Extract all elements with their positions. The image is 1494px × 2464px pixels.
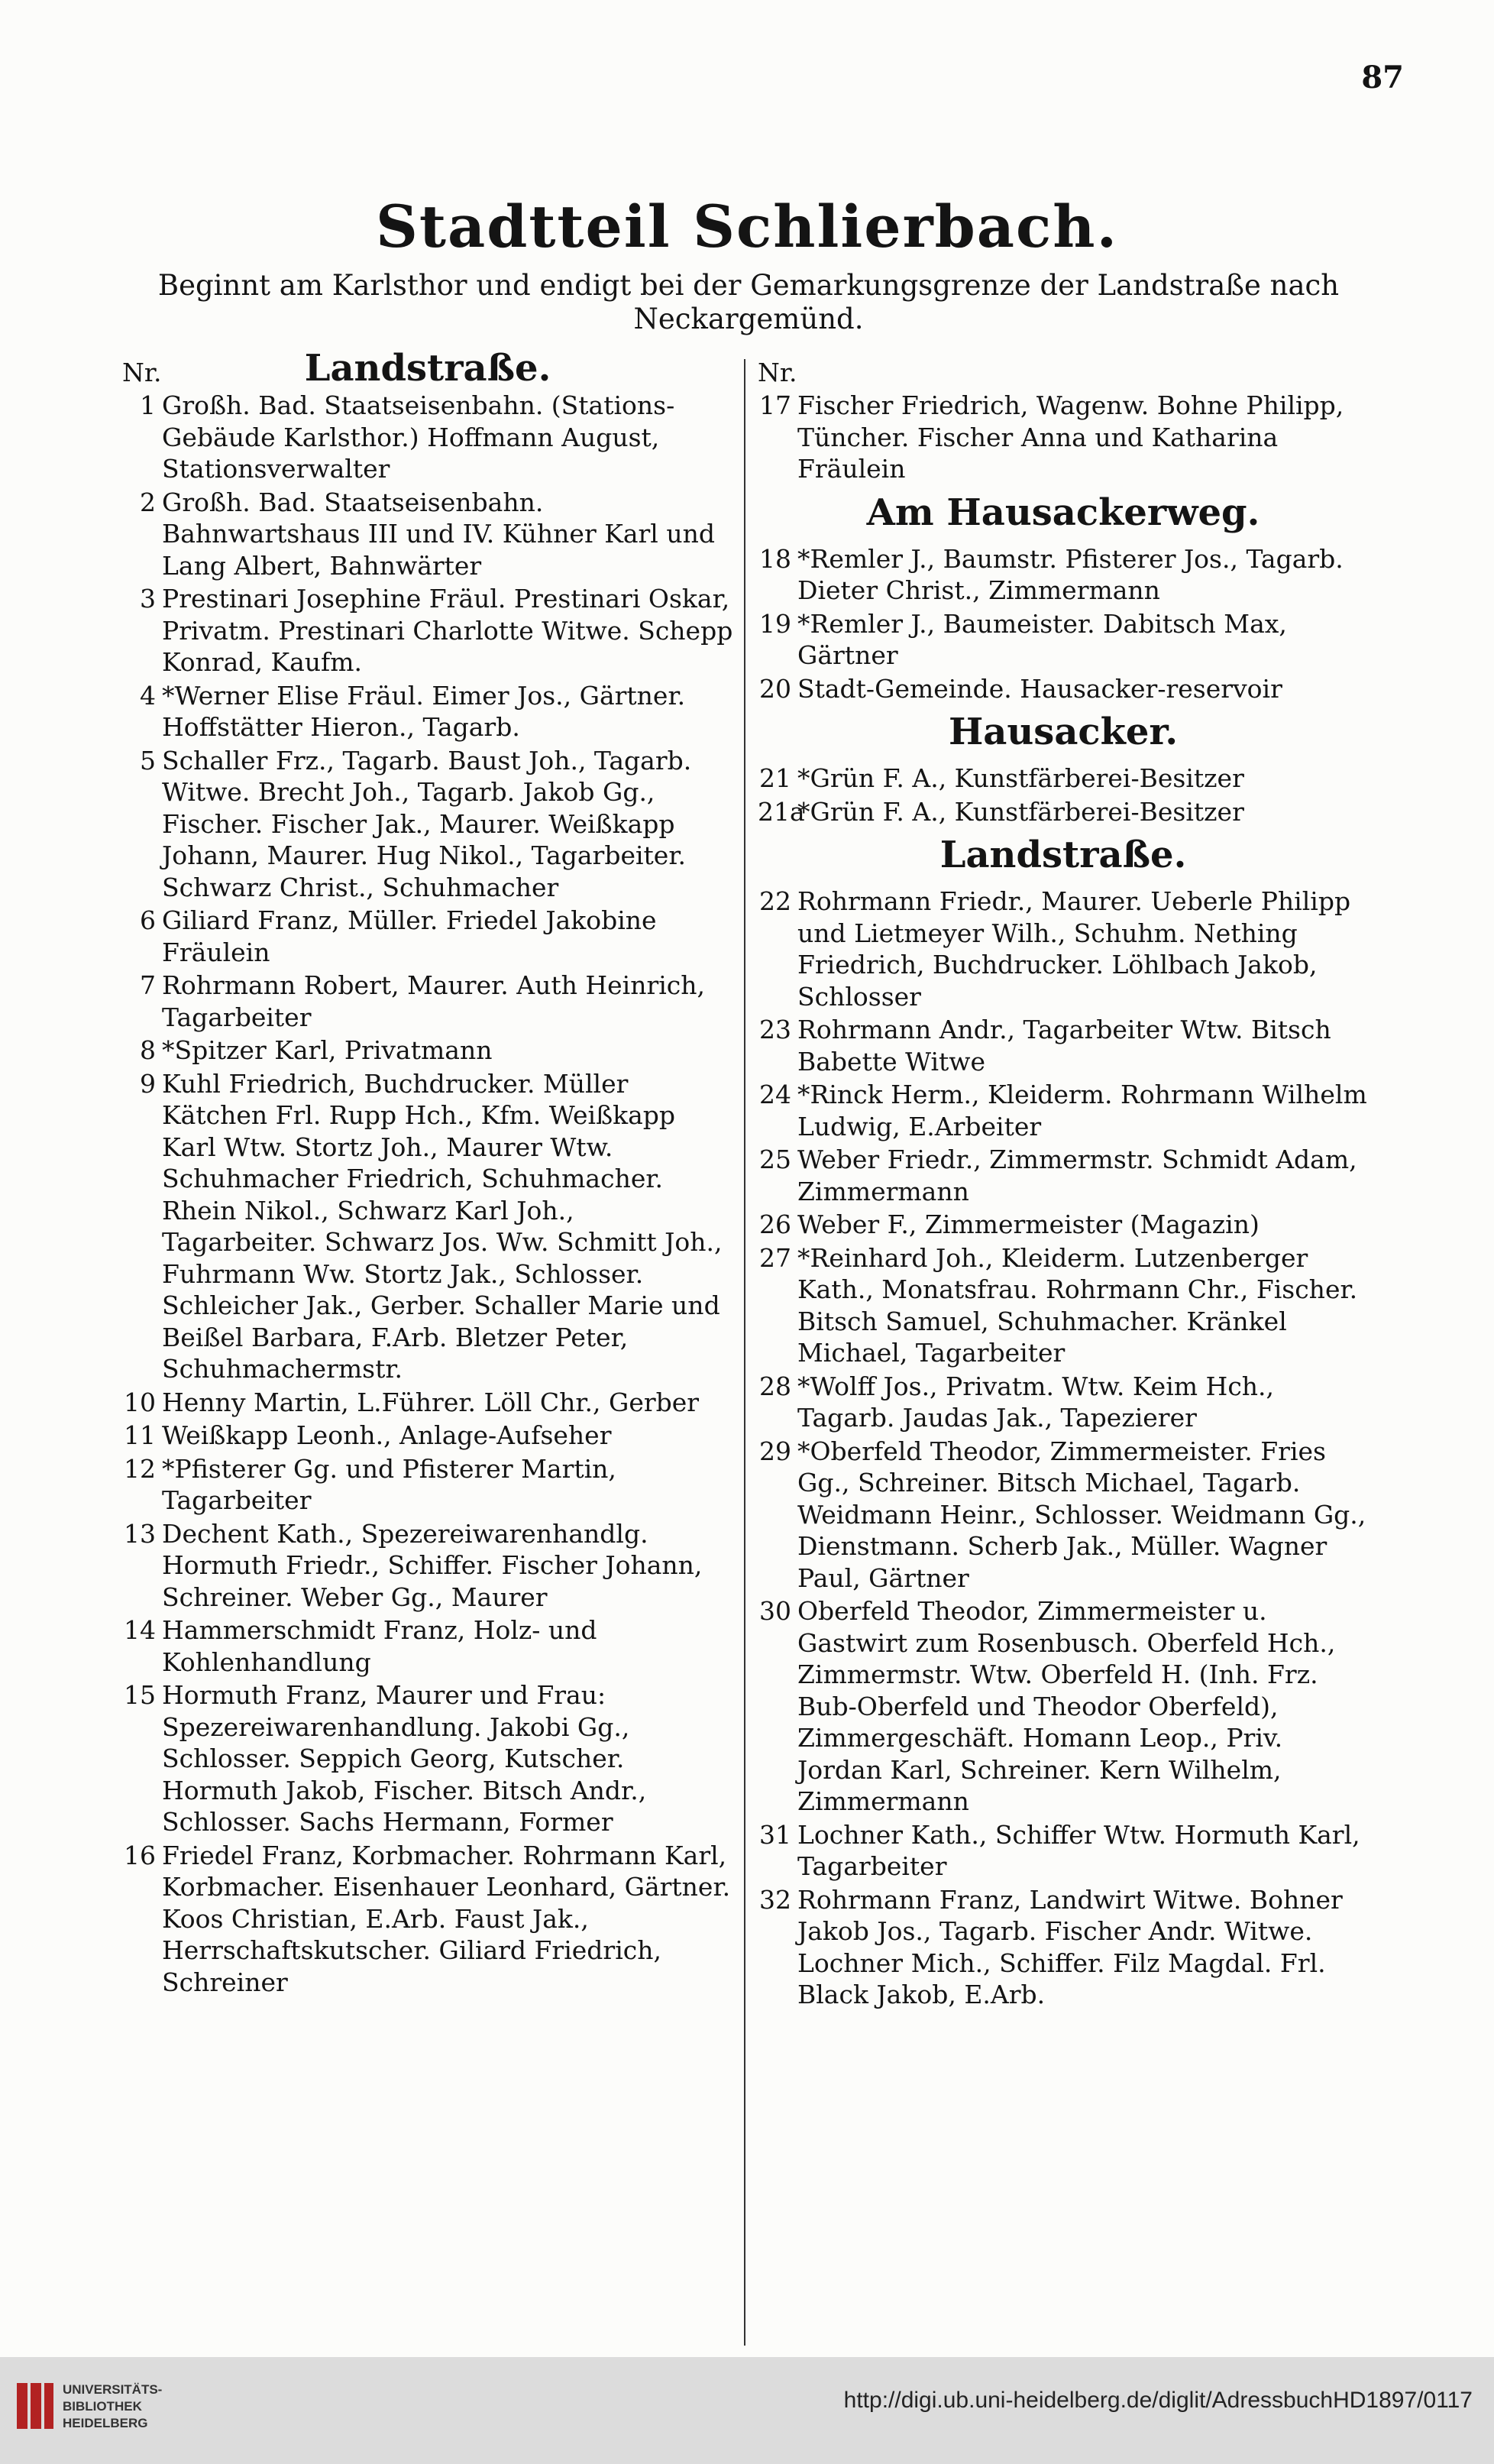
house-number: 6: [140, 905, 156, 935]
page-title: Stadtteil Schlierbach.: [375, 193, 1119, 261]
list-item: [122, 1453, 733, 1517]
list-item: [758, 1436, 1369, 1595]
house-number: 15: [124, 1680, 156, 1710]
house-number: 25: [759, 1145, 791, 1174]
resident-text: *Rinck Herm., Kleiderm. Rohrmann Wilhelm Ludwig, E.Arbeiter: [797, 1080, 1367, 1141]
resident-text: Weißkapp Leonh., Anlage-Aufseher: [162, 1420, 612, 1450]
house-number: 10: [124, 1387, 156, 1417]
house-number: 28: [759, 1371, 791, 1401]
list-item: [122, 583, 733, 678]
logo-text: [63, 2381, 162, 2432]
list-item: [122, 1614, 733, 1678]
resident-text: *Remler J., Baumeister. Dabitsch Max, Gärtner: [797, 608, 1287, 670]
list-item: [122, 1679, 733, 1838]
resident-text: Rohrmann Friedr., Maurer. Ueberle Philipp und Lietmeyer Wilh., Schuhm. Nething Friedrich, Buchdrucker. Löhlbach Jakob, Schlosser: [797, 886, 1351, 1012]
left-column: [122, 347, 733, 1999]
resident-text: Hammerschmidt Franz, Holz- und Kohlenhandlung: [162, 1615, 597, 1677]
logo-line: UNIVERSITÄTS-: [63, 2382, 163, 2397]
house-number: 21: [759, 763, 791, 793]
list-item: [758, 390, 1369, 485]
right-sections: [758, 390, 1369, 2011]
resident-text: Dechent Kath., Spezereiwarenhandlg. Hormuth Friedr., Schiffer. Fischer Johann, Schreiner. Weber Gg., Maurer: [162, 1518, 703, 1612]
resident-text: Kuhl Friedrich, Buchdrucker. Müller Kätchen Frl. Rupp Hch., Kfm. Weißkapp Karl Wtw. Stortz Joh., Maurer Wtw. Schuhmacher Friedrich, Schuhmacher. Rhein Nikol., Schwarz Karl Joh., Tagarbeiter. Schwarz Jos. Ww. Schmitt Joh., Fuhrmann Ww. Stortz Jak., Schlosser. Schleicher Jak., Gerber. Schaller Marie und Beißel Barbara, F.Arb. Bletzer Peter, Schuhmachermstr.: [162, 1068, 723, 1384]
house-number: 12: [124, 1453, 156, 1484]
list-item: [758, 543, 1369, 607]
street-section: [758, 832, 1369, 2011]
house-number: 20: [759, 673, 791, 704]
list-item: [758, 796, 1369, 828]
resident-text: Großh. Bad. Staatseisenbahn. Bahnwartshaus III und IV. Kühner Karl und Lang Albert, Bahnwärter: [162, 487, 715, 581]
resident-text: Friedel Franz, Korbmacher. Rohrmann Karl, Korbmacher. Eisenhauer Leonhard, Gärtner. Koos Christian, E.Arb. Faust Jak., Herrschaftskutscher. Giliard Friedrich, Schreiner: [162, 1840, 731, 1997]
footer-bar: [0, 2357, 1494, 2464]
library-logo[interactable]: [14, 2377, 243, 2446]
resident-text: Rohrmann Franz, Landwirt Witwe. Bohner Jakob Jos., Tagarb. Fischer Andr. Witwe. Lochner Mich., Schiffer. Filz Magdal. Frl. Black Jakob, E.Arb.: [797, 1884, 1343, 2009]
house-number: 26: [759, 1209, 791, 1239]
list-item: [758, 1209, 1369, 1241]
list-item: [122, 680, 733, 743]
list-item: [122, 1387, 733, 1419]
list-item: [758, 1242, 1369, 1369]
resident-text: *Wolff Jos., Privatm. Wtw. Keim Hch., Tagarb. Jaudas Jak., Tapezierer: [797, 1371, 1275, 1433]
house-number: 7: [140, 970, 156, 1000]
resident-text: Schaller Frz., Tagarb. Baust Joh., Tagarb. Witwe. Brecht Joh., Tagarb. Jakob Gg., Fischer. Fischer Jak., Maurer. Weißkapp Johann, Maurer. Hug Nikol., Tagarbeiter. Schwarz Christ., Schuhmacher: [162, 745, 692, 902]
resident-text: Giliard Franz, Müller. Friedel Jakobine Fräulein: [162, 905, 657, 967]
list-item: [758, 1371, 1369, 1434]
list-item: [758, 608, 1369, 672]
resident-text: Hormuth Franz, Maurer und Frau: Spezereiwarenhandlung. Jakobi Gg., Schlosser. Seppich Georg, Kutscher. Hormuth Jakob, Fischer. Bitsch Andr., Schlosser. Sachs Hermann, Former: [162, 1680, 647, 1837]
resident-text: *Oberfeld Theodor, Zimmermeister. Fries Gg., Schreiner. Bitsch Michael, Tagarb. Weidmann Heinr., Schlosser. Weidmann Gg., Dienstmann. Scherb Jak., Müller. Wagner Paul, Gärtner: [797, 1436, 1366, 1593]
resident-text: *Grün F. A., Kunstfärberei-Besitzer: [797, 763, 1244, 793]
house-number: 3: [140, 584, 156, 614]
resident-text: Rohrmann Robert, Maurer. Auth Heinrich, Tagarbeiter: [162, 970, 705, 1032]
list-item: [122, 390, 733, 485]
house-number: 8: [140, 1035, 156, 1065]
resident-text: Prestinari Josephine Fräul. Prestinari Oskar, Privatm. Prestinari Charlotte Witwe. Schepp Konrad, Kaufm.: [162, 584, 733, 677]
nr-label: Nr.: [758, 358, 797, 387]
resident-text: Rohrmann Andr., Tagarbeiter Wtw. Bitsch Babette Witwe: [797, 1015, 1331, 1077]
house-number: 5: [140, 745, 156, 775]
resident-text: Oberfeld Theodor, Zimmermeister u. Gastwirt zum Rosenbusch. Oberfeld Hch., Zimmermstr. Wtw. Oberfeld H. (Inh. Frz. Bub-Oberfeld und Theodor Oberfeld), Zimmergeschäft. Homann Leop., Priv. Jordan Karl, Schreiner. Kern Wilhelm, Zimmermann: [797, 1596, 1336, 1816]
resident-text: *Pfisterer Gg. und Pfisterer Martin, Tagarbeiter: [162, 1453, 616, 1515]
house-number: 13: [124, 1518, 156, 1549]
list-item: [122, 1518, 733, 1614]
list-item: [758, 1819, 1369, 1883]
house-number: 31: [759, 1819, 791, 1850]
source-url-link[interactable]: http://digi.ub.uni-heidelberg.de/diglit/AdressbuchHD1897/0117: [843, 2388, 1473, 2413]
resident-text: Henny Martin, L.Führer. Löll Chr., Gerber: [162, 1387, 700, 1417]
left-column-header: [122, 347, 733, 390]
house-number: 17: [759, 390, 791, 420]
list-item: [122, 1068, 733, 1385]
house-number: 24: [759, 1080, 791, 1109]
house-number: 4: [140, 680, 156, 711]
house-number: 9: [140, 1068, 156, 1099]
resident-text: Großh. Bad. Staatseisenbahn. (Stations-Gebäude Karlsthor.) Hoffmann August, Stationsverwalter: [162, 390, 675, 484]
house-number: 21a: [758, 796, 805, 827]
house-number: 23: [759, 1015, 791, 1044]
resident-text: *Spitzer Karl, Privatmann: [162, 1035, 493, 1065]
resident-text: Lochner Kath., Schiffer Wtw. Hormuth Karl, Tagarbeiter: [797, 1819, 1360, 1881]
library-seal-icon: [14, 2377, 57, 2438]
list-item: [758, 1144, 1369, 1207]
page-subtitle: Beginnt am Karlsthor und endigt bei der Gemarkungsgrenze der Landstraße nach Neckargemünd.: [157, 269, 1340, 335]
list-item: [122, 1420, 733, 1452]
list-item: [122, 487, 733, 582]
list-item: [122, 745, 733, 904]
house-number: 16: [124, 1840, 156, 1870]
street-section: [758, 709, 1369, 827]
list-item: [122, 1034, 733, 1067]
house-number: 27: [759, 1242, 791, 1273]
house-number: 29: [759, 1436, 791, 1466]
house-number: 18: [759, 543, 791, 574]
list-item: [122, 1840, 733, 1999]
resident-text: *Remler J., Baumstr. Pfisterer Jos., Tagarb. Dieter Christ., Zimmermann: [797, 543, 1344, 605]
list-item: [758, 1884, 1369, 2011]
list-item: [758, 673, 1369, 705]
list-item: [758, 886, 1369, 1012]
resident-text: *Reinhard Joh., Kleiderm. Lutzenberger Kath., Monatsfrau. Rohrmann Chr., Fischer. Bitsch Samuel, Schuhmacher. Kränkel Michael, Tagarbeiter: [797, 1242, 1358, 1368]
list-item: [122, 905, 733, 968]
street-section: [758, 490, 1369, 705]
logo-line: HEIDELBERG: [63, 2416, 148, 2430]
page-number: 87: [1361, 60, 1404, 96]
list-item: [758, 1014, 1369, 1077]
list-item: [122, 970, 733, 1033]
house-number: 2: [140, 487, 156, 517]
house-number: 1: [140, 390, 156, 420]
house-number: 19: [759, 608, 791, 639]
logo-line: BIBLIOTHEK: [63, 2399, 142, 2414]
house-number: 32: [759, 1884, 791, 1915]
house-number: 11: [124, 1420, 156, 1450]
street-heading: Landstraße.: [304, 347, 551, 390]
house-number: 22: [759, 886, 791, 916]
list-item: [758, 1595, 1369, 1818]
street-heading: Am Hausackerweg.: [866, 491, 1260, 534]
street-heading: Hausacker.: [948, 711, 1179, 753]
house-number: 30: [759, 1596, 791, 1626]
street-heading: Landstraße.: [939, 834, 1187, 876]
resident-text: *Werner Elise Fräul. Eimer Jos., Gärtner. Hoffstätter Hieron., Tagarb.: [162, 680, 686, 742]
resident-text: Stadt-Gemeinde. Hausacker-reservoir: [797, 673, 1282, 704]
right-column-header: [758, 356, 1369, 390]
column-divider: [744, 359, 745, 2346]
resident-text: Weber F., Zimmermeister (Magazin): [797, 1209, 1260, 1239]
resident-text: Weber Friedr., Zimmermstr. Schmidt Adam, Zimmermann: [797, 1145, 1357, 1206]
street-section: [758, 390, 1369, 485]
resident-text: Fischer Friedrich, Wagenw. Bohne Philipp, Tüncher. Fischer Anna und Katharina Fräulein: [797, 390, 1344, 484]
resident-text: *Grün F. A., Kunstfärberei-Besitzer: [797, 796, 1244, 827]
house-number: 14: [124, 1615, 156, 1645]
list-item: [758, 763, 1369, 795]
right-column: [758, 356, 1369, 2012]
list-item: [758, 1079, 1369, 1142]
left-entries: [122, 390, 733, 1998]
nr-label: Nr.: [122, 358, 162, 387]
